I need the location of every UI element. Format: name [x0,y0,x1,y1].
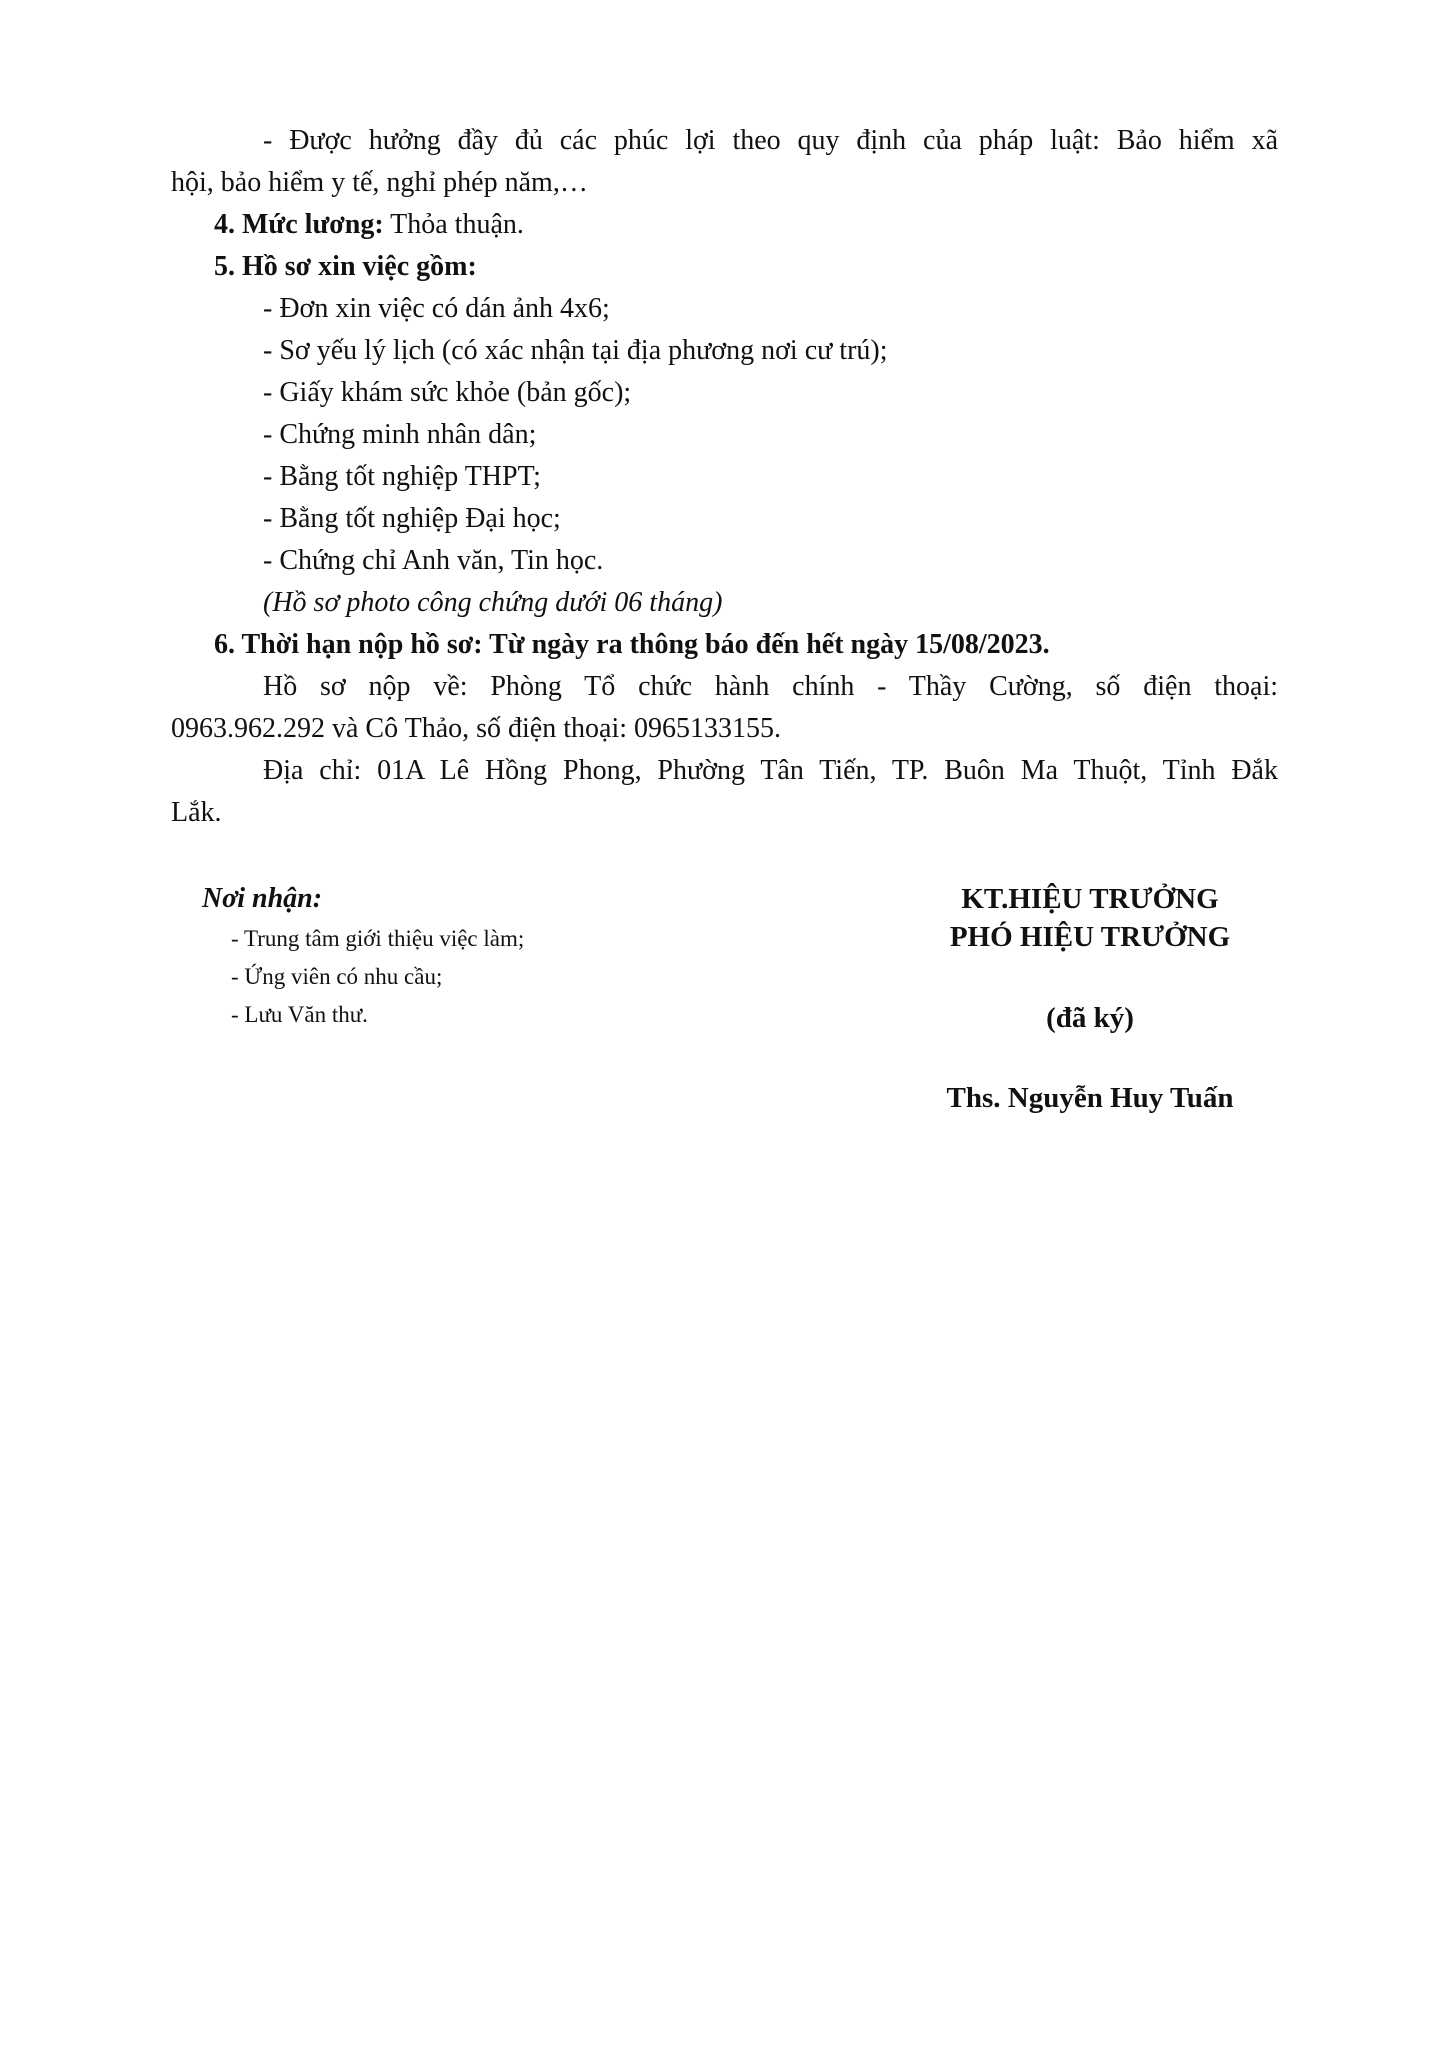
documents-note: (Hồ sơ photo công chứng dưới 06 tháng) [263,587,723,618]
signed-note: (đã ký) [1046,1002,1134,1034]
deadline-heading: 6. Thời hạn nộp hồ sơ: Từ ngày ra thông báo đến hết ngày 15/08/2023. [214,629,1050,660]
document-item-7: - Chứng chỉ Anh văn, Tin học. [263,545,604,576]
document-item-3: - Giấy khám sức khỏe (bản gốc); [263,377,632,408]
recipients-title: Nơi nhận: [202,883,323,914]
address-line-2: Lắk. [171,797,222,828]
benefits-line-1: - Được hưởng đầy đủ các phúc lợi theo quy định của pháp luật: Bảo hiểm xã [263,125,1278,156]
address-line-1: Địa chỉ: 01A Lê Hồng Phong, Phường Tân Tiến, TP. Buôn Ma Thuột, Tỉnh Đắk [263,755,1278,786]
signer-name: Ths. Nguyễn Huy Tuấn [946,1082,1234,1114]
salary-label: 4. Mức lương: [214,209,384,240]
signature-subtitle: PHÓ HIỆU TRƯỞNG [949,921,1231,953]
recipient-item-2: - Ứng viên có nhu cầu; [231,964,443,989]
document-item-5: - Bằng tốt nghiệp THPT; [263,461,541,492]
salary-section [214,208,524,242]
benefits-line-2: hội, bảo hiểm y tế, nghỉ phép năm,… [171,167,588,198]
submit-line-2: 0963.962.292 và Cô Thảo, số điện thoại: 0965133155. [171,713,781,744]
document-item-2: - Sơ yếu lý lịch (có xác nhận tại địa phương nơi cư trú); [263,335,888,366]
documents-heading: 5. Hồ sơ xin việc gồm: [214,251,477,282]
document-item-1: - Đơn xin việc có dán ảnh 4x6; [263,293,610,324]
document-item-6: - Bằng tốt nghiệp Đại học; [263,503,561,534]
recipient-item-1: - Trung tâm giới thiệu việc làm; [231,926,525,951]
document-item-4: - Chứng minh nhân dân; [263,419,537,450]
submit-line-1: Hồ sơ nộp về: Phòng Tổ chức hành chính - Thầy Cường, số điện thoại: [263,671,1278,702]
signature-title: KT.HIỆU TRƯỞNG [961,883,1219,915]
salary-value: Thỏa thuận. [383,209,524,240]
recipient-item-3: - Lưu Văn thư. [231,1002,368,1027]
